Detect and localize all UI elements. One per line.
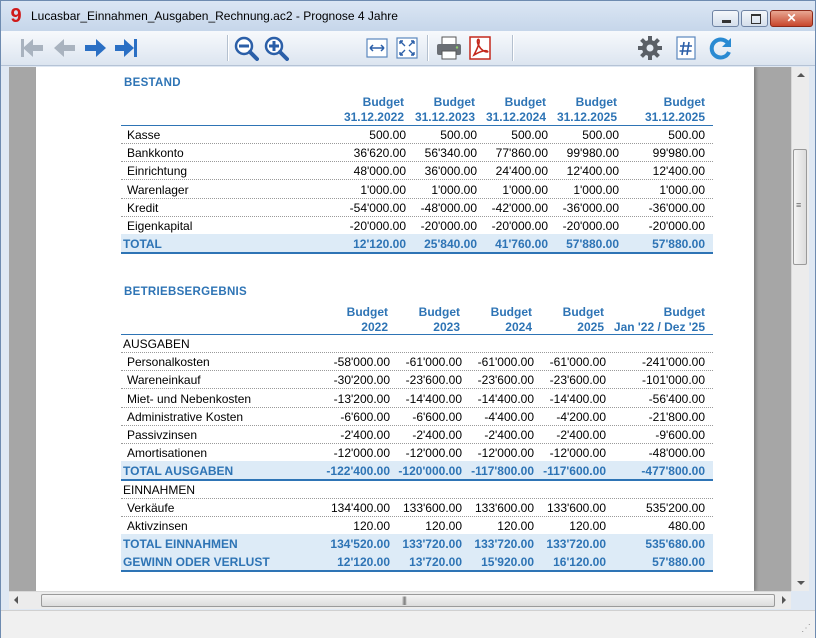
grip-icon: ≡: [796, 200, 801, 210]
col-header-line2: 31.12.2024: [485, 110, 546, 124]
close-button[interactable]: [770, 10, 813, 27]
scroll-down-button[interactable]: [792, 574, 809, 591]
cell-value: -4'200.00: [556, 409, 606, 424]
total-row: [121, 461, 713, 481]
cell-value: -36'000.00: [562, 200, 619, 215]
maximize-button[interactable]: [741, 10, 768, 27]
table-row: [121, 216, 713, 235]
table-row: [121, 516, 713, 535]
resize-grip-icon[interactable]: ⋰: [801, 623, 811, 634]
cell-value: 133'720.00: [546, 537, 606, 552]
cell-value: 16'120.00: [553, 555, 606, 570]
cell-value: -12'000.00: [549, 446, 606, 461]
cell-value: 77'860.00: [495, 146, 548, 161]
cell-value: -6'600.00: [412, 409, 462, 424]
cell-value: 500.00: [511, 128, 548, 142]
cell-value: 99'980.00: [566, 146, 619, 161]
grip-icon: |||: [402, 595, 407, 605]
cell-value: -23'600.00: [549, 373, 606, 388]
table-row: [121, 143, 713, 162]
cell-value: 134'520.00: [330, 537, 390, 552]
scroll-up-button[interactable]: [792, 67, 809, 84]
row-label: AUSGABEN: [123, 337, 190, 351]
cell-value: 24'400.00: [495, 164, 548, 179]
cell-value: 13'720.00: [409, 555, 462, 570]
table-row: [121, 161, 713, 180]
report-page: [36, 67, 754, 591]
col-header-line1: Budget: [504, 95, 546, 109]
cell-value: -117'800.00: [471, 464, 534, 479]
cell-value: -20'000.00: [648, 219, 705, 233]
zoom-in-icon[interactable]: [263, 35, 289, 61]
col-header-line2: 2024: [505, 320, 532, 334]
row-label: TOTAL EINNAHMEN: [123, 537, 238, 552]
status-bar: [1, 610, 815, 638]
col-header-line1: Budget: [346, 305, 388, 319]
cell-value: 57'880.00: [652, 237, 705, 252]
cell-value: -20'000.00: [562, 219, 619, 233]
cell-value: 99'980.00: [652, 146, 705, 161]
bestand-title: BESTAND: [124, 77, 181, 89]
cell-value: -20'000.00: [420, 219, 477, 233]
group-row: [121, 334, 713, 353]
row-label: Passivzinsen: [127, 428, 198, 442]
table-row: [121, 425, 713, 444]
row-label: TOTAL: [123, 237, 162, 252]
row-label: Administrative Kosten: [127, 409, 244, 424]
maximize-icon: [751, 14, 761, 24]
vertical-scrollbar[interactable]: [791, 67, 809, 591]
cell-value: 12'120.00: [337, 555, 390, 570]
group-row: [121, 480, 713, 499]
cell-value: 1'000.00: [431, 182, 477, 197]
fit-page-icon[interactable]: [395, 35, 419, 61]
cell-value: 57'880.00: [566, 237, 619, 252]
cell-value: -101'000.00: [641, 373, 705, 388]
col-header-line2: 31.12.2023: [414, 110, 475, 124]
gear-icon[interactable]: [637, 35, 663, 61]
table-row: [121, 389, 713, 408]
window-title: Lucasbar_Einnahmen_Ausgaben_Rechnung.ac2 - Prognose 4 Jahre: [31, 9, 398, 23]
cell-value: 133'720.00: [474, 537, 534, 552]
row-label: GEWINN ODER VERLUST: [123, 555, 270, 570]
cell-value: 1'000.00: [659, 182, 705, 197]
cell-value: -20'000.00: [491, 219, 548, 233]
scroll-left-icon[interactable]: [14, 596, 18, 604]
fit-width-icon[interactable]: [365, 35, 389, 61]
cell-value: -9'600.00: [655, 428, 705, 442]
cell-value: 57'880.00: [652, 555, 705, 570]
scroll-up-icon: [797, 73, 805, 77]
col-header-line1: Budget: [663, 95, 705, 109]
cell-value: 12'400.00: [566, 164, 619, 179]
cell-value: 134'400.00: [330, 500, 390, 515]
table-row: [121, 352, 713, 371]
cell-value: -2'400.00: [340, 428, 390, 442]
col-header-line2: 31.12.2025: [644, 110, 705, 124]
total-row: [121, 234, 713, 254]
row-label: Kasse: [127, 128, 161, 142]
bestand-col-header: [545, 95, 617, 125]
cell-value: 25'840.00: [424, 237, 477, 252]
cell-value: 535'680.00: [645, 537, 705, 552]
cell-value: 15'920.00: [481, 555, 534, 570]
toolbar-separator: [512, 35, 514, 61]
cell-value: -2'400.00: [484, 428, 534, 442]
betrieb-col-header: [604, 305, 705, 335]
col-header-line2: 31.12.2022: [343, 110, 404, 124]
total-row: [121, 534, 713, 554]
row-label: Miet- und Nebenkosten: [127, 391, 252, 406]
cell-value: -12'000.00: [477, 446, 534, 461]
cell-value: -14'400.00: [405, 391, 462, 406]
scroll-right-icon[interactable]: [782, 596, 786, 604]
cell-value: -36'000.00: [648, 200, 705, 215]
toolbar-separator: [227, 35, 229, 61]
cell-value: -21'800.00: [648, 409, 705, 424]
table-row: [121, 198, 713, 217]
cell-value: 48'000.00: [353, 164, 406, 179]
minimize-icon: [722, 20, 731, 23]
cell-value: -61'000.00: [549, 355, 606, 370]
col-header-line1: Budget: [663, 305, 705, 319]
cell-value: 500.00: [668, 128, 705, 142]
row-label: Verkäufe: [127, 500, 175, 515]
col-header-line1: Budget: [490, 305, 532, 319]
row-label: Amortisationen: [127, 446, 208, 461]
cell-value: -12'000.00: [405, 446, 462, 461]
cell-value: 1'000.00: [360, 182, 406, 197]
cell-value: 133'600.00: [402, 500, 462, 515]
row-label: Personalkosten: [127, 355, 210, 370]
cell-value: 133'600.00: [546, 500, 606, 515]
col-header-line1: Budget: [562, 305, 604, 319]
zoom-out-icon[interactable]: [233, 35, 259, 61]
cell-value: 500.00: [582, 128, 619, 142]
cell-value: -23'600.00: [477, 373, 534, 388]
cell-value: -48'000.00: [648, 446, 705, 461]
cell-value: -58'000.00: [333, 355, 390, 370]
table-row: [121, 125, 713, 144]
print-icon[interactable]: [435, 35, 463, 61]
total-row: [121, 552, 713, 572]
cell-value: 120.00: [353, 519, 390, 533]
pdf-icon[interactable]: [468, 35, 492, 61]
table-row: [121, 443, 713, 462]
row-label: Einrichtung: [127, 164, 188, 179]
hash-icon[interactable]: [675, 35, 697, 61]
cell-value: -477'800.00: [641, 464, 705, 479]
cell-value: -122'400.00: [326, 464, 390, 479]
cell-value: -2'400.00: [412, 428, 462, 442]
col-header-line2: 2022: [361, 320, 388, 334]
table-row: [121, 370, 713, 389]
row-label: EINNAHMEN: [123, 482, 196, 497]
row-label: Eigenkapital: [127, 219, 193, 233]
toolbar-separator: [427, 35, 429, 61]
cell-value: -2'400.00: [556, 428, 606, 442]
table-row: [121, 407, 713, 426]
cell-value: 41'760.00: [495, 237, 548, 252]
back-icon[interactable]: [51, 35, 77, 61]
cell-value: -48'000.00: [420, 200, 477, 215]
cell-value: -12'000.00: [333, 446, 390, 461]
last-page-icon[interactable]: [113, 35, 139, 61]
cell-value: 500.00: [440, 128, 477, 142]
col-header-line1: Budget: [575, 95, 617, 109]
app-icon: 9: [10, 5, 22, 27]
forward-icon[interactable]: [83, 35, 109, 61]
betrieb-col-header: [532, 305, 604, 335]
cell-value: -14'400.00: [549, 391, 606, 406]
cell-value: 56'340.00: [424, 146, 477, 161]
minimize-button[interactable]: [712, 10, 739, 27]
horizontal-scroll-thumb[interactable]: [41, 594, 775, 607]
betrieb-col-header: [460, 305, 532, 335]
bestand-col-header: [403, 95, 475, 125]
col-header-line2: 31.12.2025: [556, 110, 617, 124]
betriebsergebnis-title: BETRIEBSERGEBNIS: [124, 286, 248, 298]
row-label: Kredit: [127, 200, 159, 215]
table-row: [121, 498, 713, 517]
table-row: [121, 180, 713, 199]
cell-value: -13'200.00: [333, 391, 390, 406]
cell-value: -30'200.00: [333, 373, 390, 388]
col-header-line1: Budget: [418, 305, 460, 319]
col-header-line2: Jan '22 / Dez '25: [613, 320, 705, 334]
cell-value: 1'000.00: [573, 182, 619, 197]
cell-value: -120'000.00: [398, 464, 462, 479]
cell-value: 120.00: [569, 519, 606, 533]
row-label: Aktivzinsen: [127, 519, 188, 533]
cell-value: -23'600.00: [405, 373, 462, 388]
row-label: Warenlager: [127, 182, 189, 197]
horizontal-scrollbar[interactable]: [9, 591, 791, 609]
cell-value: -6'600.00: [340, 409, 390, 424]
vertical-scroll-thumb[interactable]: [793, 149, 807, 265]
cell-value: 500.00: [369, 128, 406, 142]
row-label: Wareneinkauf: [127, 373, 201, 388]
cell-value: 120.00: [425, 519, 462, 533]
cell-value: 1'000.00: [502, 182, 548, 197]
cell-value: 12'400.00: [652, 164, 705, 179]
bestand-col-header: [474, 95, 546, 125]
cell-value: -4'400.00: [484, 409, 534, 424]
close-icon: ✕: [786, 11, 797, 25]
betrieb-col-header: [316, 305, 388, 335]
cell-value: -14'400.00: [477, 391, 534, 406]
cell-value: 480.00: [668, 519, 705, 533]
cell-value: -61'000.00: [477, 355, 534, 370]
cell-value: -241'000.00: [641, 355, 705, 370]
cell-value: 535'200.00: [645, 500, 705, 515]
cell-value: 120.00: [497, 519, 534, 533]
col-header-line1: Budget: [362, 95, 404, 109]
cell-value: -117'600.00: [543, 464, 606, 479]
col-header-line2: 2025: [577, 320, 604, 334]
cell-value: -20'000.00: [349, 219, 406, 233]
col-header-line1: Budget: [433, 95, 475, 109]
first-page-icon[interactable]: [19, 35, 45, 61]
cell-value: -56'400.00: [648, 391, 705, 406]
row-label: TOTAL AUSGABEN: [123, 464, 234, 479]
cell-value: 36'000.00: [424, 164, 477, 179]
row-label: Bankkonto: [127, 146, 184, 161]
scroll-down-icon: [797, 581, 805, 585]
cell-value: 36'620.00: [353, 146, 406, 161]
cell-value: -61'000.00: [405, 355, 462, 370]
cell-value: 12'120.00: [353, 237, 406, 252]
refresh-icon[interactable]: [707, 35, 735, 61]
cell-value: -54'000.00: [349, 200, 406, 215]
cell-value: -42'000.00: [491, 200, 548, 215]
toolbar: [1, 31, 815, 66]
cell-value: 133'600.00: [474, 500, 534, 515]
cell-value: 133'720.00: [402, 537, 462, 552]
title-bar: [1, 1, 815, 31]
col-header-line2: 2023: [433, 320, 460, 334]
bestand-col-header: [616, 95, 705, 125]
betrieb-col-header: [388, 305, 460, 335]
document-viewport[interactable]: [9, 67, 791, 591]
bestand-col-header: [332, 95, 404, 125]
